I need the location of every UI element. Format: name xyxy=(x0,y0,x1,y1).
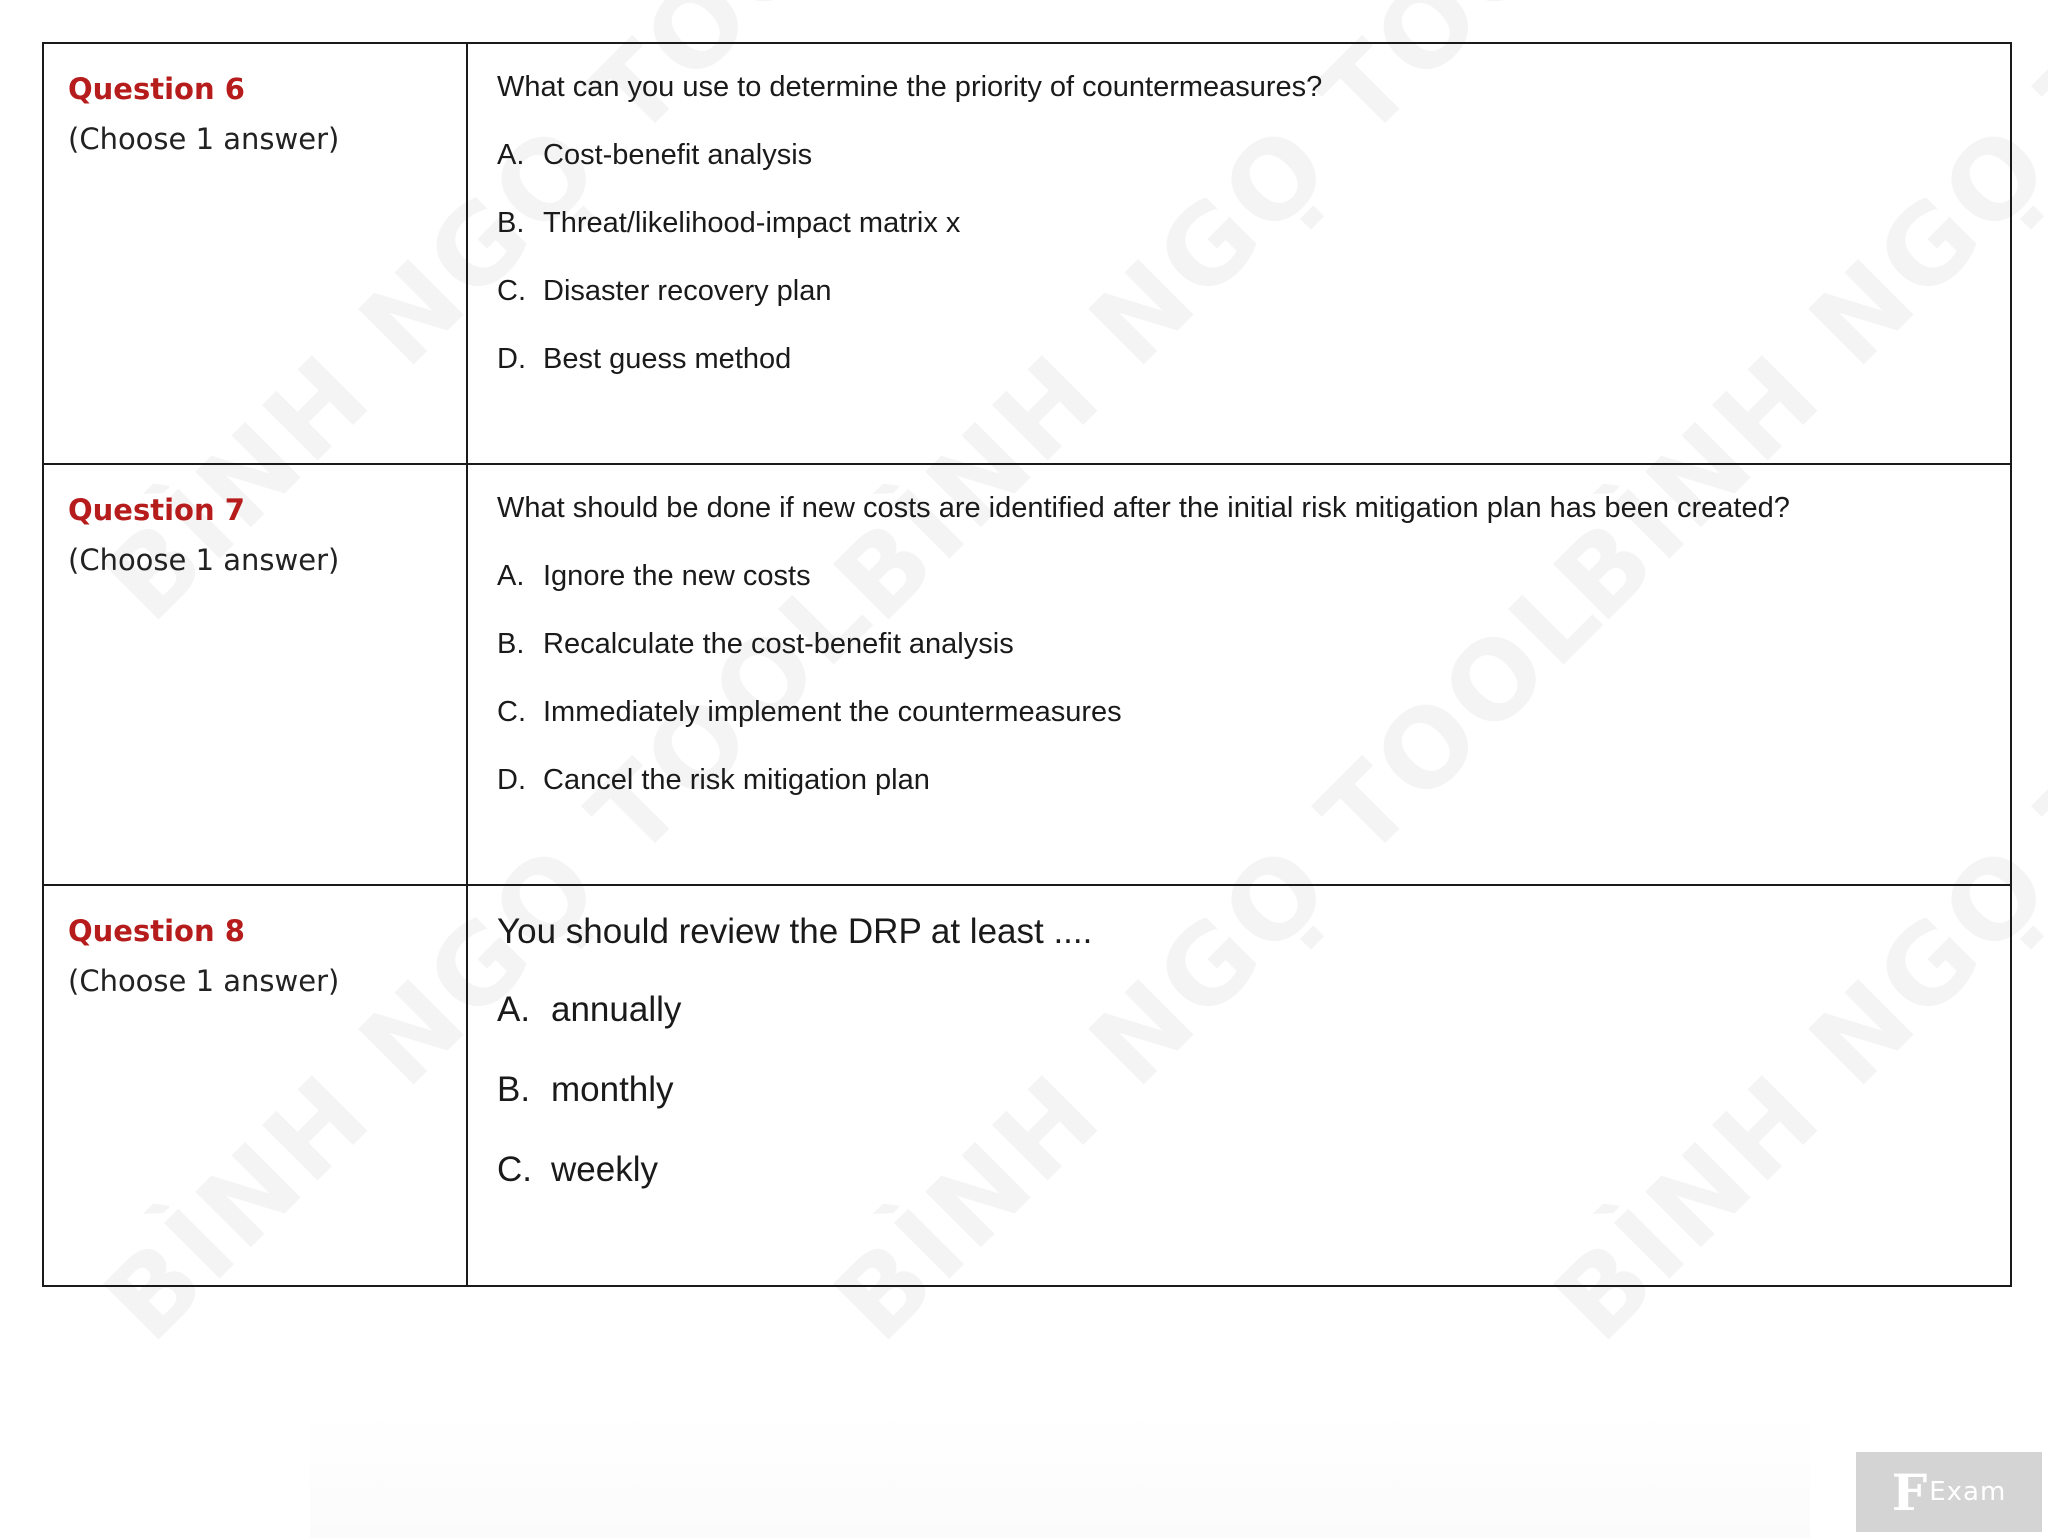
answer-option[interactable] xyxy=(497,136,2010,174)
logo-mark: F xyxy=(1891,1462,1928,1522)
question-header-cell xyxy=(43,43,467,464)
question-title: Question 7 xyxy=(68,493,245,527)
option-text: Threat/likelihood-impact matrix x xyxy=(543,207,961,239)
option-letter: B. xyxy=(497,628,525,660)
answer-option[interactable] xyxy=(497,204,2010,242)
answer-option[interactable] xyxy=(497,1148,2010,1192)
option-text: Best guess method xyxy=(543,343,792,375)
question-instruction: (Choose 1 answer) xyxy=(68,543,340,577)
question-body-cell xyxy=(467,885,2011,1286)
option-text: Immediately implement the countermeasures xyxy=(543,696,1122,728)
answer-option[interactable] xyxy=(497,1068,2010,1112)
question-instruction: (Choose 1 answer) xyxy=(68,122,340,156)
question-prompt: You should review the DRP at least .... xyxy=(497,912,1093,951)
question-table xyxy=(42,42,2012,1287)
option-letter: A. xyxy=(497,560,525,592)
option-text: Ignore the new costs xyxy=(543,560,811,592)
option-letter: B. xyxy=(497,207,525,239)
question-title: Question 8 xyxy=(68,914,245,948)
answer-option[interactable] xyxy=(497,761,2010,799)
answer-option[interactable] xyxy=(497,557,2010,595)
option-letter: C. xyxy=(497,275,526,307)
option-letter: C. xyxy=(497,1150,532,1189)
option-letter: A. xyxy=(497,139,525,171)
question-row xyxy=(43,885,2011,1286)
question-body-cell xyxy=(467,43,2011,464)
question-title: Question 6 xyxy=(68,72,245,106)
logo-text: Exam xyxy=(1929,1477,2007,1507)
answer-option[interactable] xyxy=(497,272,2010,310)
option-letter: D. xyxy=(497,764,526,796)
answer-option[interactable] xyxy=(497,693,2010,731)
option-letter: A. xyxy=(497,990,531,1029)
footer-shadow xyxy=(310,1410,1810,1538)
answer-option[interactable] xyxy=(497,340,2010,378)
option-text: Cancel the risk mitigation plan xyxy=(543,764,930,796)
question-row xyxy=(43,43,2011,464)
option-text: weekly xyxy=(551,1150,658,1189)
fexam-logo xyxy=(1856,1452,2042,1532)
option-text: annually xyxy=(551,990,682,1029)
option-text: monthly xyxy=(551,1070,674,1109)
question-body-cell xyxy=(467,464,2011,885)
option-text: Disaster recovery plan xyxy=(543,275,832,307)
answer-option[interactable] xyxy=(497,625,2010,663)
option-text: Cost-benefit analysis xyxy=(543,139,813,171)
question-instruction: (Choose 1 answer) xyxy=(68,964,340,998)
question-prompt: What should be done if new costs are identified after the initial risk mitigation plan has been created? xyxy=(497,492,1790,524)
question-row xyxy=(43,464,2011,885)
option-letter: B. xyxy=(497,1070,531,1109)
answer-option[interactable] xyxy=(497,988,2010,1032)
option-letter: C. xyxy=(497,696,526,728)
option-text: Recalculate the cost-benefit analysis xyxy=(543,628,1014,660)
option-letter: D. xyxy=(497,343,526,375)
question-header-cell xyxy=(43,885,467,1286)
question-header-cell xyxy=(43,464,467,885)
question-prompt: What can you use to determine the priority of countermeasures? xyxy=(497,71,1323,103)
